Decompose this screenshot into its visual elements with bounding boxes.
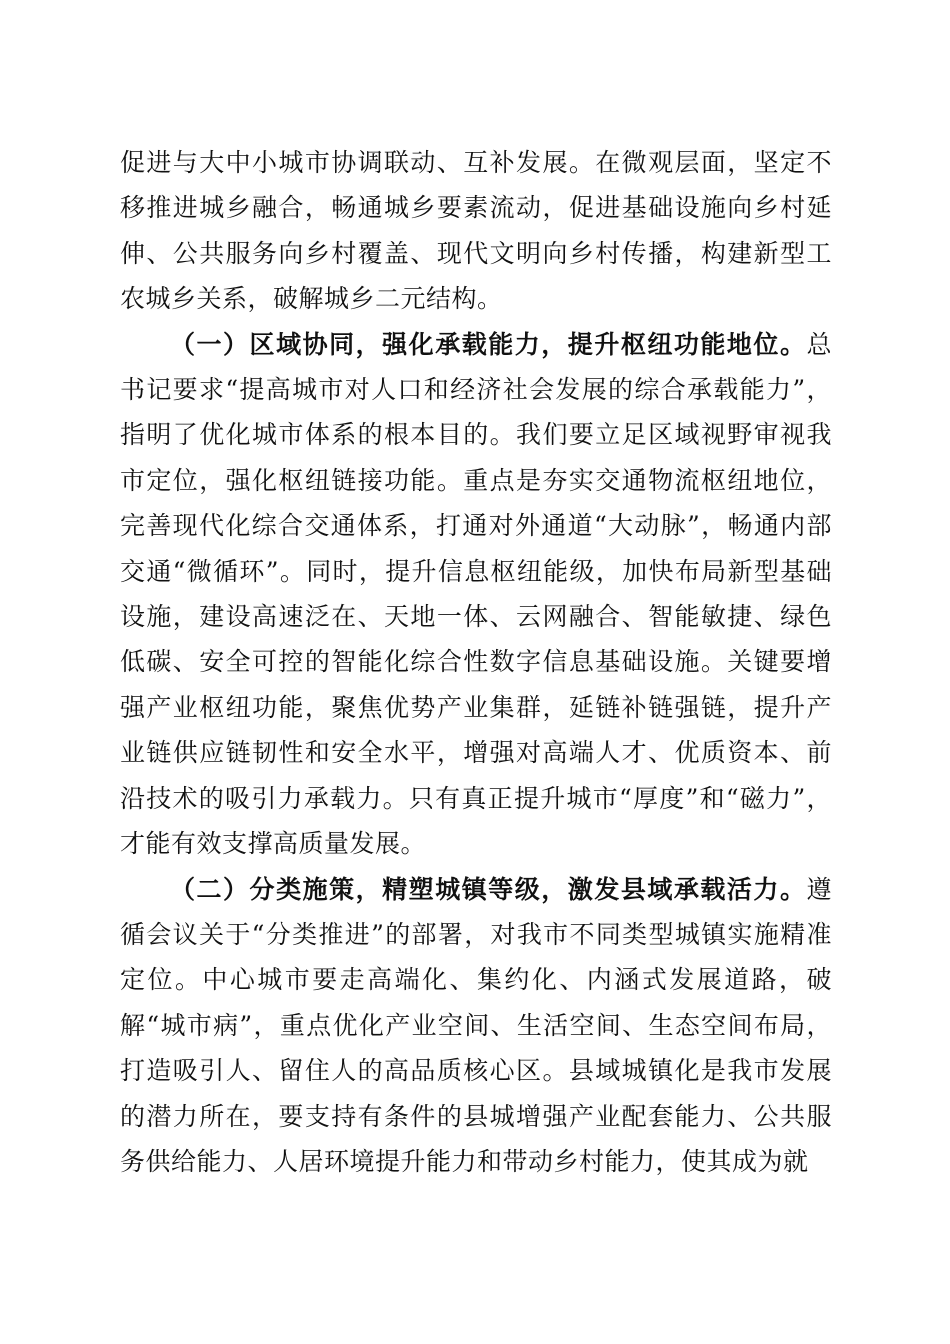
paragraph-section-1 xyxy=(120,322,832,867)
paragraph-text: 总书记要求“提高城市对人口和经济社会发展的综合承载能力”，指明了优化城市体系的根本目的。我们要立足区域视野审视我市定位，强化枢纽链接功能。重点是夯实交通物流枢纽地位，完善现代化综合交通体系，打通对外通道“大动脉”，畅通内部交通“微循环”。同时，提升信息枢纽能级，加快布局新型基础设施，建设高速泛在、天地一体、云网融合、智能敏捷、绿色低碳、安全可控的智能化综合性数字信息基础设施。关键要增强产业枢纽功能，聚焦优势产业集群，延链补链强链，提升产业链供应链韧性和安全水平，增强对高端人才、优质资本、前沿技术的吸引力承载力。只有真正提升城市“厚度”和“磁力”，才能有效支撑高质量发展。 xyxy=(120,329,832,859)
section-heading: （二）分类施策，精塑城镇等级，激发县域承载活力。 xyxy=(170,874,807,904)
section-heading: （一）区域协同，强化承载能力，提升枢纽功能地位。 xyxy=(170,329,807,359)
document-body xyxy=(120,140,832,1184)
paragraph-text: 促进与大中小城市协调联动、互补发展。在微观层面，坚定不移推进城乡融合，畅通城乡要素流动，促进基础设施向乡村延伸、公共服务向乡村覆盖、现代文明向乡村传播，构建新型工农城乡关系，破解城乡二元结构。 xyxy=(120,148,832,314)
paragraph-text: 遵循会议关于“分类推进”的部署，对我市不同类型城镇实施精准定位。中心城市要走高端化、集约化、内涵式发展道路，破解“城市病”，重点优化产业空间、生活空间、生态空间布局，打造吸引人、留住人的高品质核心区。县域城镇化是我市发展的潜力所在，要支持有条件的县城增强产业配套能力、公共服务供给能力、人居环境提升能力和带动乡村能力，使其成为就 xyxy=(120,874,832,1176)
paragraph-continuation xyxy=(120,140,832,322)
paragraph-section-2 xyxy=(120,867,832,1185)
